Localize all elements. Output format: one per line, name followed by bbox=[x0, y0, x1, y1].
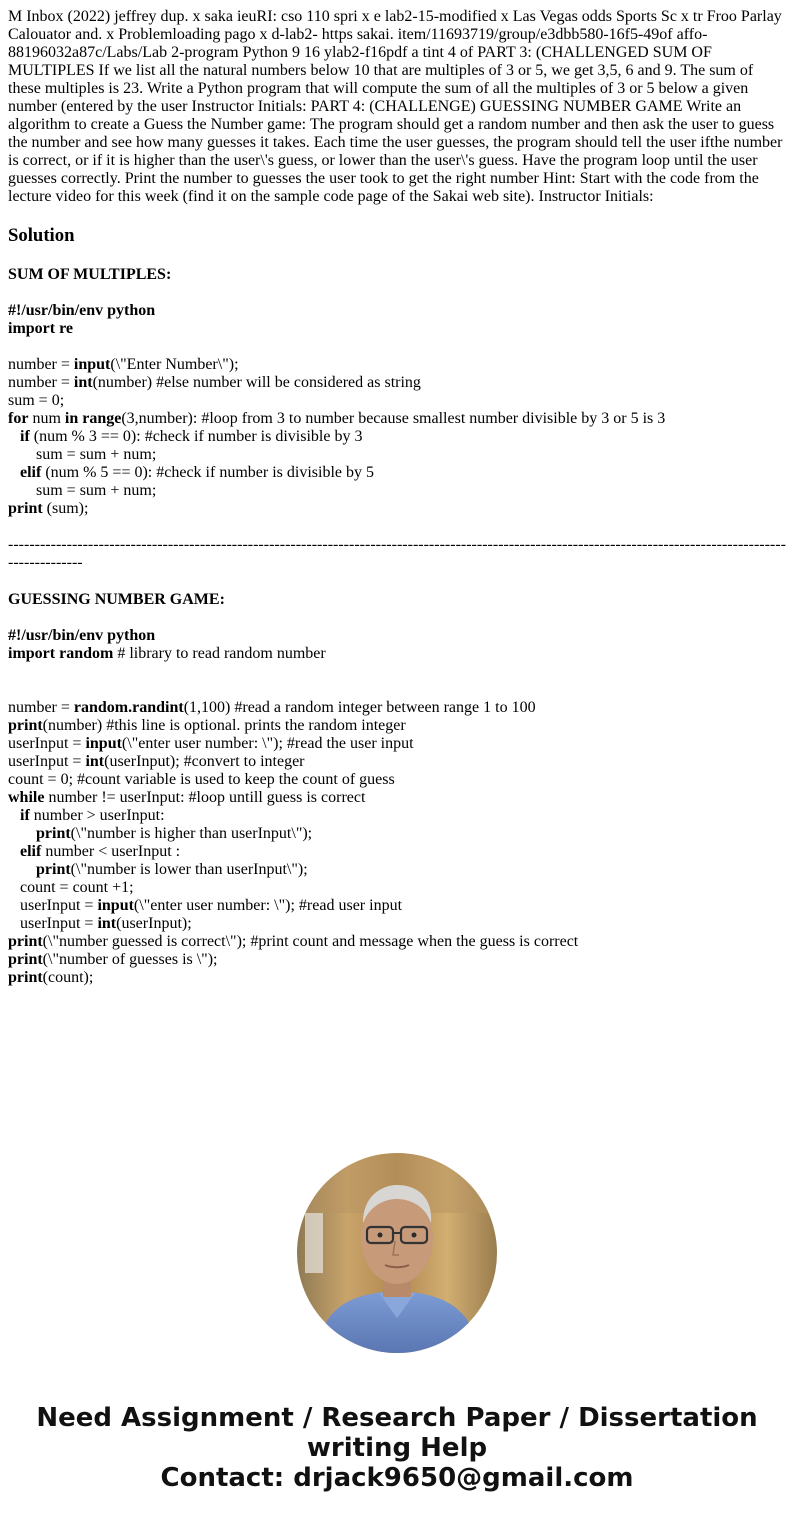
code-line bbox=[8, 717, 786, 735]
code-text: (\"enter user number: \"); #read user input bbox=[133, 897, 403, 914]
code-text: number = bbox=[8, 699, 74, 716]
code-keyword: elif bbox=[20, 464, 42, 481]
section-separator: ---------------------------------------------------------------------------------------------------------------------------------------------------------------- bbox=[8, 536, 786, 571]
code-line bbox=[8, 356, 786, 374]
code-text: (number) #else number will be considered as string bbox=[92, 374, 421, 391]
code-text: (\"Enter Number\"); bbox=[110, 356, 239, 373]
code-text: userInput = bbox=[8, 735, 86, 752]
ad-headline: Need Assignment / Research Paper / Dissertation writing Help bbox=[36, 1403, 758, 1463]
question-text: M Inbox (2022) jeffrey dup. x saka ieuRI: cso 110 spri x e lab2-15-modified x Las Vegas odds Sports Sc x tr Froo Parlay Calouator and. x Problemloading pago x d-lab2- https sakai. item/11693719/group/e3dbb580-16f5-49of affo-88196032a87c/Labs/Lab 2-program Python 9 16 ylab2-f16pdf a tint 4 of PART 3: (CHALLENGED SUM OF MULTIPLES If we list all the natural numbers below 10 that are multiples of 3 or 5, we get 3,5, 6 and 9. The sum of these multiples is 23. Write a Python program that will compute the sum of all the multiples of 3 or 5 below a given number (entered by the user Instructor Initials: PART 4: (CHALLENGE) GUESSING NUMBER GAME Write an algorithm to create a Guess the Number game: The program should get a random number and then ask the user to guess the number and see how many guesses it takes. Each time the user guesses, the program should tell the user ifthe number is correct, or if it is higher than the user\'s guess, or lower than the user\'s guess. Have the program loop until the user guesses correctly. Print the number to guesses the user took to get the right number Hint: Start with the code from the lecture video for this week (find it on the sample code page of the Sakai web site). Instructor Initials: bbox=[8, 8, 783, 205]
solution-heading: Solution bbox=[8, 225, 75, 246]
code-keyword: elif bbox=[20, 843, 42, 860]
code-line: sum = sum + num; bbox=[36, 482, 157, 499]
code-text: number = bbox=[8, 356, 74, 373]
code-text: (1,100) #read a random integer between range 1 to 100 bbox=[183, 699, 536, 716]
code-keyword: print bbox=[8, 933, 43, 950]
code-text: # library to read random number bbox=[113, 645, 326, 662]
guess-code-block bbox=[8, 627, 786, 987]
code-text: num bbox=[28, 410, 65, 427]
code-keyword: input bbox=[73, 356, 111, 373]
code-line bbox=[8, 735, 786, 753]
code-text: (number) #this line is optional. prints the random integer bbox=[42, 717, 406, 734]
avatar bbox=[297, 1153, 497, 1353]
code-text: (userInput); bbox=[116, 915, 192, 932]
code-line: #!/usr/bin/env python bbox=[8, 302, 156, 319]
code-line bbox=[8, 374, 786, 392]
code-line bbox=[8, 464, 786, 482]
code-text: number != userInput: #loop untill guess is correct bbox=[44, 789, 366, 806]
code-line bbox=[8, 500, 786, 518]
code-keyword: print bbox=[8, 500, 43, 517]
code-keyword: print bbox=[36, 861, 71, 878]
code-keyword: int bbox=[85, 753, 105, 770]
code-line: #!/usr/bin/env python bbox=[8, 627, 156, 644]
code-keyword: int bbox=[97, 915, 117, 932]
code-line bbox=[8, 843, 786, 861]
code-text: (\"number guessed is correct\"); #print count and message when the guess is correct bbox=[42, 933, 579, 950]
code-line: sum = 0; bbox=[8, 392, 65, 409]
code-keyword: if bbox=[20, 807, 30, 824]
code-line bbox=[8, 969, 786, 987]
code-keyword: import random bbox=[8, 645, 114, 662]
code-keyword: print bbox=[8, 969, 43, 986]
code-keyword: int bbox=[73, 374, 93, 391]
code-text: (num % 3 == 0): #check if number is divisible by 3 bbox=[29, 428, 363, 445]
code-text: (sum); bbox=[42, 500, 89, 517]
code-line bbox=[8, 825, 786, 843]
code-text: userInput = bbox=[20, 897, 98, 914]
code-line bbox=[8, 807, 786, 825]
code-line bbox=[8, 933, 786, 951]
code-keyword: random.randint bbox=[73, 699, 184, 716]
code-line bbox=[8, 410, 786, 428]
code-text: (\"number of guesses is \"); bbox=[42, 951, 218, 968]
code-text: number > userInput: bbox=[29, 807, 165, 824]
code-text: userInput = bbox=[20, 915, 98, 932]
sum-of-multiples-heading: SUM OF MULTIPLES: bbox=[8, 266, 172, 283]
code-text: (\"enter user number: \"); #read the user input bbox=[121, 735, 414, 752]
code-line bbox=[8, 951, 786, 969]
code-line bbox=[8, 753, 786, 771]
code-keyword: print bbox=[8, 717, 43, 734]
guessing-game-heading: GUESSING NUMBER GAME: bbox=[8, 591, 225, 608]
code-keyword: print bbox=[36, 825, 71, 842]
code-text: (\"number is lower than userInput\"); bbox=[70, 861, 308, 878]
code-text: number = bbox=[8, 374, 74, 391]
code-keyword: print bbox=[8, 951, 43, 968]
code-keyword: for bbox=[8, 410, 29, 427]
code-keyword: in range bbox=[64, 410, 122, 427]
code-keyword: if bbox=[20, 428, 30, 445]
avatar-photo bbox=[297, 1153, 497, 1353]
code-line: count = 0; #count variable is used to keep the count of guess bbox=[8, 771, 395, 788]
code-line bbox=[8, 428, 786, 446]
code-line bbox=[8, 897, 786, 915]
code-line: sum = sum + num; bbox=[36, 446, 157, 463]
code-blank bbox=[8, 681, 786, 699]
code-line bbox=[8, 645, 786, 663]
code-text: (3,number): #loop from 3 to number because smallest number divisible by 3 or 5 is 3 bbox=[121, 410, 666, 427]
code-blank bbox=[8, 663, 786, 681]
code-line bbox=[8, 915, 786, 933]
sum-code-block bbox=[8, 302, 786, 518]
code-keyword: while bbox=[8, 789, 45, 806]
code-text: userInput = bbox=[8, 753, 86, 770]
code-text: (num % 5 == 0): #check if number is divisible by 5 bbox=[41, 464, 374, 481]
ad-contact-email: Contact: drjack9650@gmail.com bbox=[160, 1463, 634, 1493]
code-line: count = count +1; bbox=[20, 879, 134, 896]
contact-advertisement bbox=[0, 1403, 794, 1493]
code-line bbox=[8, 861, 786, 879]
code-line bbox=[8, 699, 786, 717]
code-text: (\"number is higher than userInput\"); bbox=[70, 825, 313, 842]
code-text: (count); bbox=[42, 969, 94, 986]
code-keyword: input bbox=[97, 897, 134, 914]
code-line: import re bbox=[8, 320, 74, 337]
code-text: (userInput); #convert to integer bbox=[104, 753, 305, 770]
code-blank bbox=[8, 338, 786, 356]
code-text: number < userInput : bbox=[41, 843, 181, 860]
code-line bbox=[8, 789, 786, 807]
code-keyword: input bbox=[85, 735, 122, 752]
